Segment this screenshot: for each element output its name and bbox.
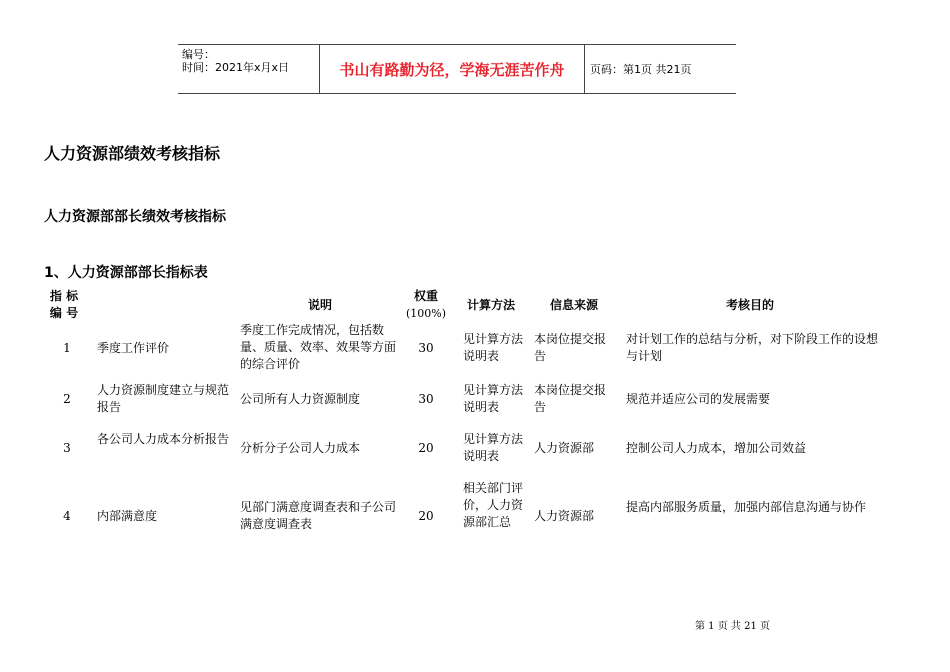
header-page-info: 页码：第1页 共21页 <box>590 63 692 76</box>
row-purpose: 控制公司人力成本，增加公司效益 <box>626 441 807 455</box>
row-number: 1 <box>63 341 71 355</box>
row-weight: 20 <box>418 441 434 455</box>
header-weight-line2: (100%) <box>405 307 447 320</box>
header-index-line2: 编 号 <box>49 306 79 320</box>
page-footer: 第 1 页 共 21 页 <box>695 621 770 632</box>
row-weight: 30 <box>418 341 434 355</box>
table-header-row <box>44 286 890 322</box>
row-name: 人力资源制度建立与规范报告 <box>97 383 230 414</box>
row-description: 季度工作完成情况，包括数量、质量、效率、效果等方面的综合评价 <box>240 323 397 371</box>
document-header <box>178 44 736 94</box>
row-number: 3 <box>63 441 71 455</box>
row-name: 各公司人力成本分析报告 <box>97 432 230 446</box>
row-purpose: 提高内部服务质量，加强内部信息沟通与协作 <box>626 500 867 514</box>
header-method: 计算方法 <box>466 298 515 312</box>
header-motto: 书山有路勤为径，学海无涯苦作舟 <box>319 45 585 93</box>
table-row <box>44 480 890 552</box>
header-index <box>44 288 84 322</box>
row-method: 相关部门评价，人力资源部汇总 <box>463 481 524 529</box>
row-purpose: 对计划工作的总结与分析，对下阶段工作的设想与计划 <box>626 332 879 363</box>
row-source: 人力资源部 <box>534 441 595 455</box>
table-row <box>44 428 890 468</box>
header-weight <box>398 288 454 322</box>
row-source: 本岗位提交报告 <box>534 332 607 363</box>
row-source: 人力资源部 <box>534 509 595 523</box>
row-method: 见计算方法说明表 <box>463 383 524 414</box>
header-source: 信息来源 <box>549 298 598 312</box>
table-row <box>44 322 890 372</box>
row-number: 4 <box>63 509 71 523</box>
header-index-line1: 指 标 <box>49 289 79 303</box>
header-purpose: 考核目的 <box>725 298 774 312</box>
section-title: 1、人力资源部部长指标表 <box>44 265 208 281</box>
table-row <box>44 379 890 419</box>
header-description: 说明 <box>307 298 332 312</box>
main-title: 人力资源部绩效考核指标 <box>44 144 221 163</box>
row-method: 见计算方法说明表 <box>463 332 524 363</box>
row-description: 见部门满意度调查表和子公司满意度调查表 <box>240 500 397 531</box>
header-meta <box>178 45 319 93</box>
row-purpose: 规范并适应公司的发展需要 <box>626 392 771 406</box>
row-method: 见计算方法说明表 <box>463 432 524 463</box>
row-number: 2 <box>63 392 71 406</box>
row-name: 季度工作评价 <box>97 341 170 355</box>
header-weight-line1: 权重 <box>413 289 438 303</box>
sub-title: 人力资源部部长绩效考核指标 <box>44 209 226 225</box>
row-weight: 30 <box>418 392 434 406</box>
row-description: 公司所有人力资源制度 <box>240 392 361 406</box>
row-weight: 20 <box>418 509 434 523</box>
document-time-label: 时间：2021年x月x日 <box>182 61 290 74</box>
row-description: 分析分子公司人力成本 <box>240 441 361 455</box>
row-name: 内部满意度 <box>97 509 158 523</box>
row-source: 本岗位提交报告 <box>534 383 607 414</box>
document-number-label: 编号： <box>182 48 215 61</box>
